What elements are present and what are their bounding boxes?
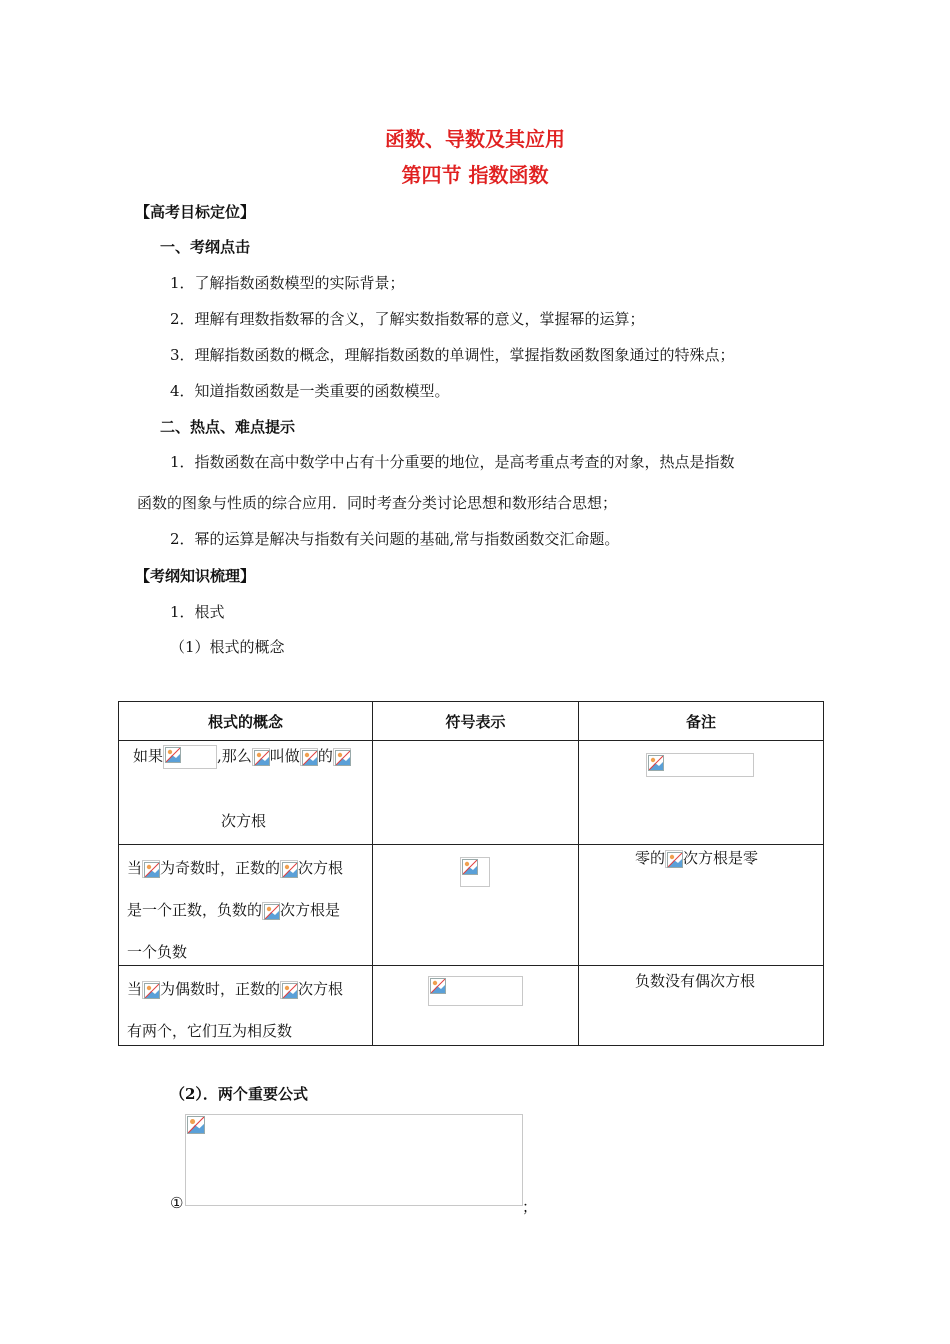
cell-text: 次方根是零: [683, 849, 759, 867]
cell-concept: [119, 845, 373, 966]
outline-heading: 一、考纲点击: [160, 238, 251, 256]
cell-note: [579, 966, 824, 1046]
outline-item: 1．了解指数函数模型的实际背景；: [170, 274, 405, 292]
cell-text: 当: [127, 980, 143, 998]
broken-image-icon: [646, 753, 754, 777]
cell-symbol: [373, 966, 579, 1046]
cell-symbol: [373, 741, 579, 845]
broken-image-icon: [300, 748, 318, 766]
cell-text: 次方根是: [280, 901, 341, 919]
cell-text: 的: [317, 747, 333, 765]
item-radical: 1．根式: [170, 603, 225, 621]
outline-item: 2．理解有理数指数幂的含义，了解实数指数幂的意义，掌握幂的运算；: [170, 310, 645, 328]
formula-heading: （2）．两个重要公式: [170, 1085, 308, 1103]
cell-text: 为偶数时，正数的: [160, 980, 281, 998]
hot-heading: 二、热点、难点提示: [160, 418, 296, 436]
document-title: 函数、导数及其应用: [385, 127, 565, 151]
broken-image-icon: [333, 748, 351, 766]
cell-text: 如果: [133, 747, 164, 765]
broken-image-icon: [185, 1114, 523, 1206]
cell-concept: [119, 741, 373, 845]
cell-text: 叫做: [269, 747, 300, 765]
broken-image-icon: [142, 981, 160, 999]
target-heading: 【高考目标定位】: [135, 203, 256, 221]
outline-item: 3．理解指数函数的概念，理解指数函数的单调性，掌握指数函数图象通过的特殊点；: [170, 346, 735, 364]
radical-table: [118, 701, 824, 1046]
table-row: [119, 966, 824, 1046]
table-header-row: [119, 702, 824, 741]
cell-text: 为奇数时，正数的: [160, 859, 281, 877]
formula-marker: ①: [170, 1194, 184, 1212]
broken-image-icon: [460, 857, 490, 887]
cell-text: 是一个正数，负数的: [127, 901, 263, 919]
cell-text: 负数没有偶次方根: [635, 972, 756, 990]
knowledge-heading: 【考纲知识梳理】: [135, 567, 256, 585]
cell-text: 零的: [635, 849, 666, 867]
cell-text: 次方根: [298, 859, 344, 877]
table-row: [119, 741, 824, 845]
broken-image-icon: [252, 748, 270, 766]
header-symbol: 符号表示: [373, 702, 579, 741]
cell-note: [579, 741, 824, 845]
cell-text: 一个负数: [127, 943, 188, 961]
broken-image-icon: [262, 902, 280, 920]
hot-item: 2．幂的运算是解决与指数有关问题的基础,常与指数函数交汇命题。: [170, 530, 620, 548]
outline-item: 4．知道指数函数是一类重要的函数模型。: [170, 382, 450, 400]
section-title: 第四节 指数函数: [401, 163, 549, 187]
cell-text: 当: [127, 859, 143, 877]
broken-image-icon: [428, 976, 523, 1006]
broken-image-icon: [665, 850, 683, 868]
hot-item: 函数的图象与性质的综合应用．同时考查分类讨论思想和数形结合思想；: [137, 494, 618, 512]
cell-text: 有两个，它们互为相反数: [127, 1022, 293, 1040]
header-note: 备注: [579, 702, 824, 741]
broken-image-icon: [280, 981, 298, 999]
cell-symbol: [373, 845, 579, 966]
formula-end: ；: [522, 1198, 538, 1216]
broken-image-icon: [142, 860, 160, 878]
cell-note: [579, 845, 824, 966]
cell-text: ,那么: [217, 747, 252, 765]
broken-image-icon: [280, 860, 298, 878]
header-concept: 根式的概念: [119, 702, 373, 741]
cell-concept: [119, 966, 373, 1046]
cell-text: 次方根: [221, 812, 267, 830]
hot-item: 1．指数函数在高中数学中占有十分重要的地位，是高考重点考查的对象，热点是指数: [170, 453, 735, 471]
table-row: [119, 845, 824, 966]
cell-text: 次方根: [298, 980, 344, 998]
item-radical-concept: （1）根式的概念: [170, 638, 285, 656]
broken-image-icon: [163, 745, 217, 769]
